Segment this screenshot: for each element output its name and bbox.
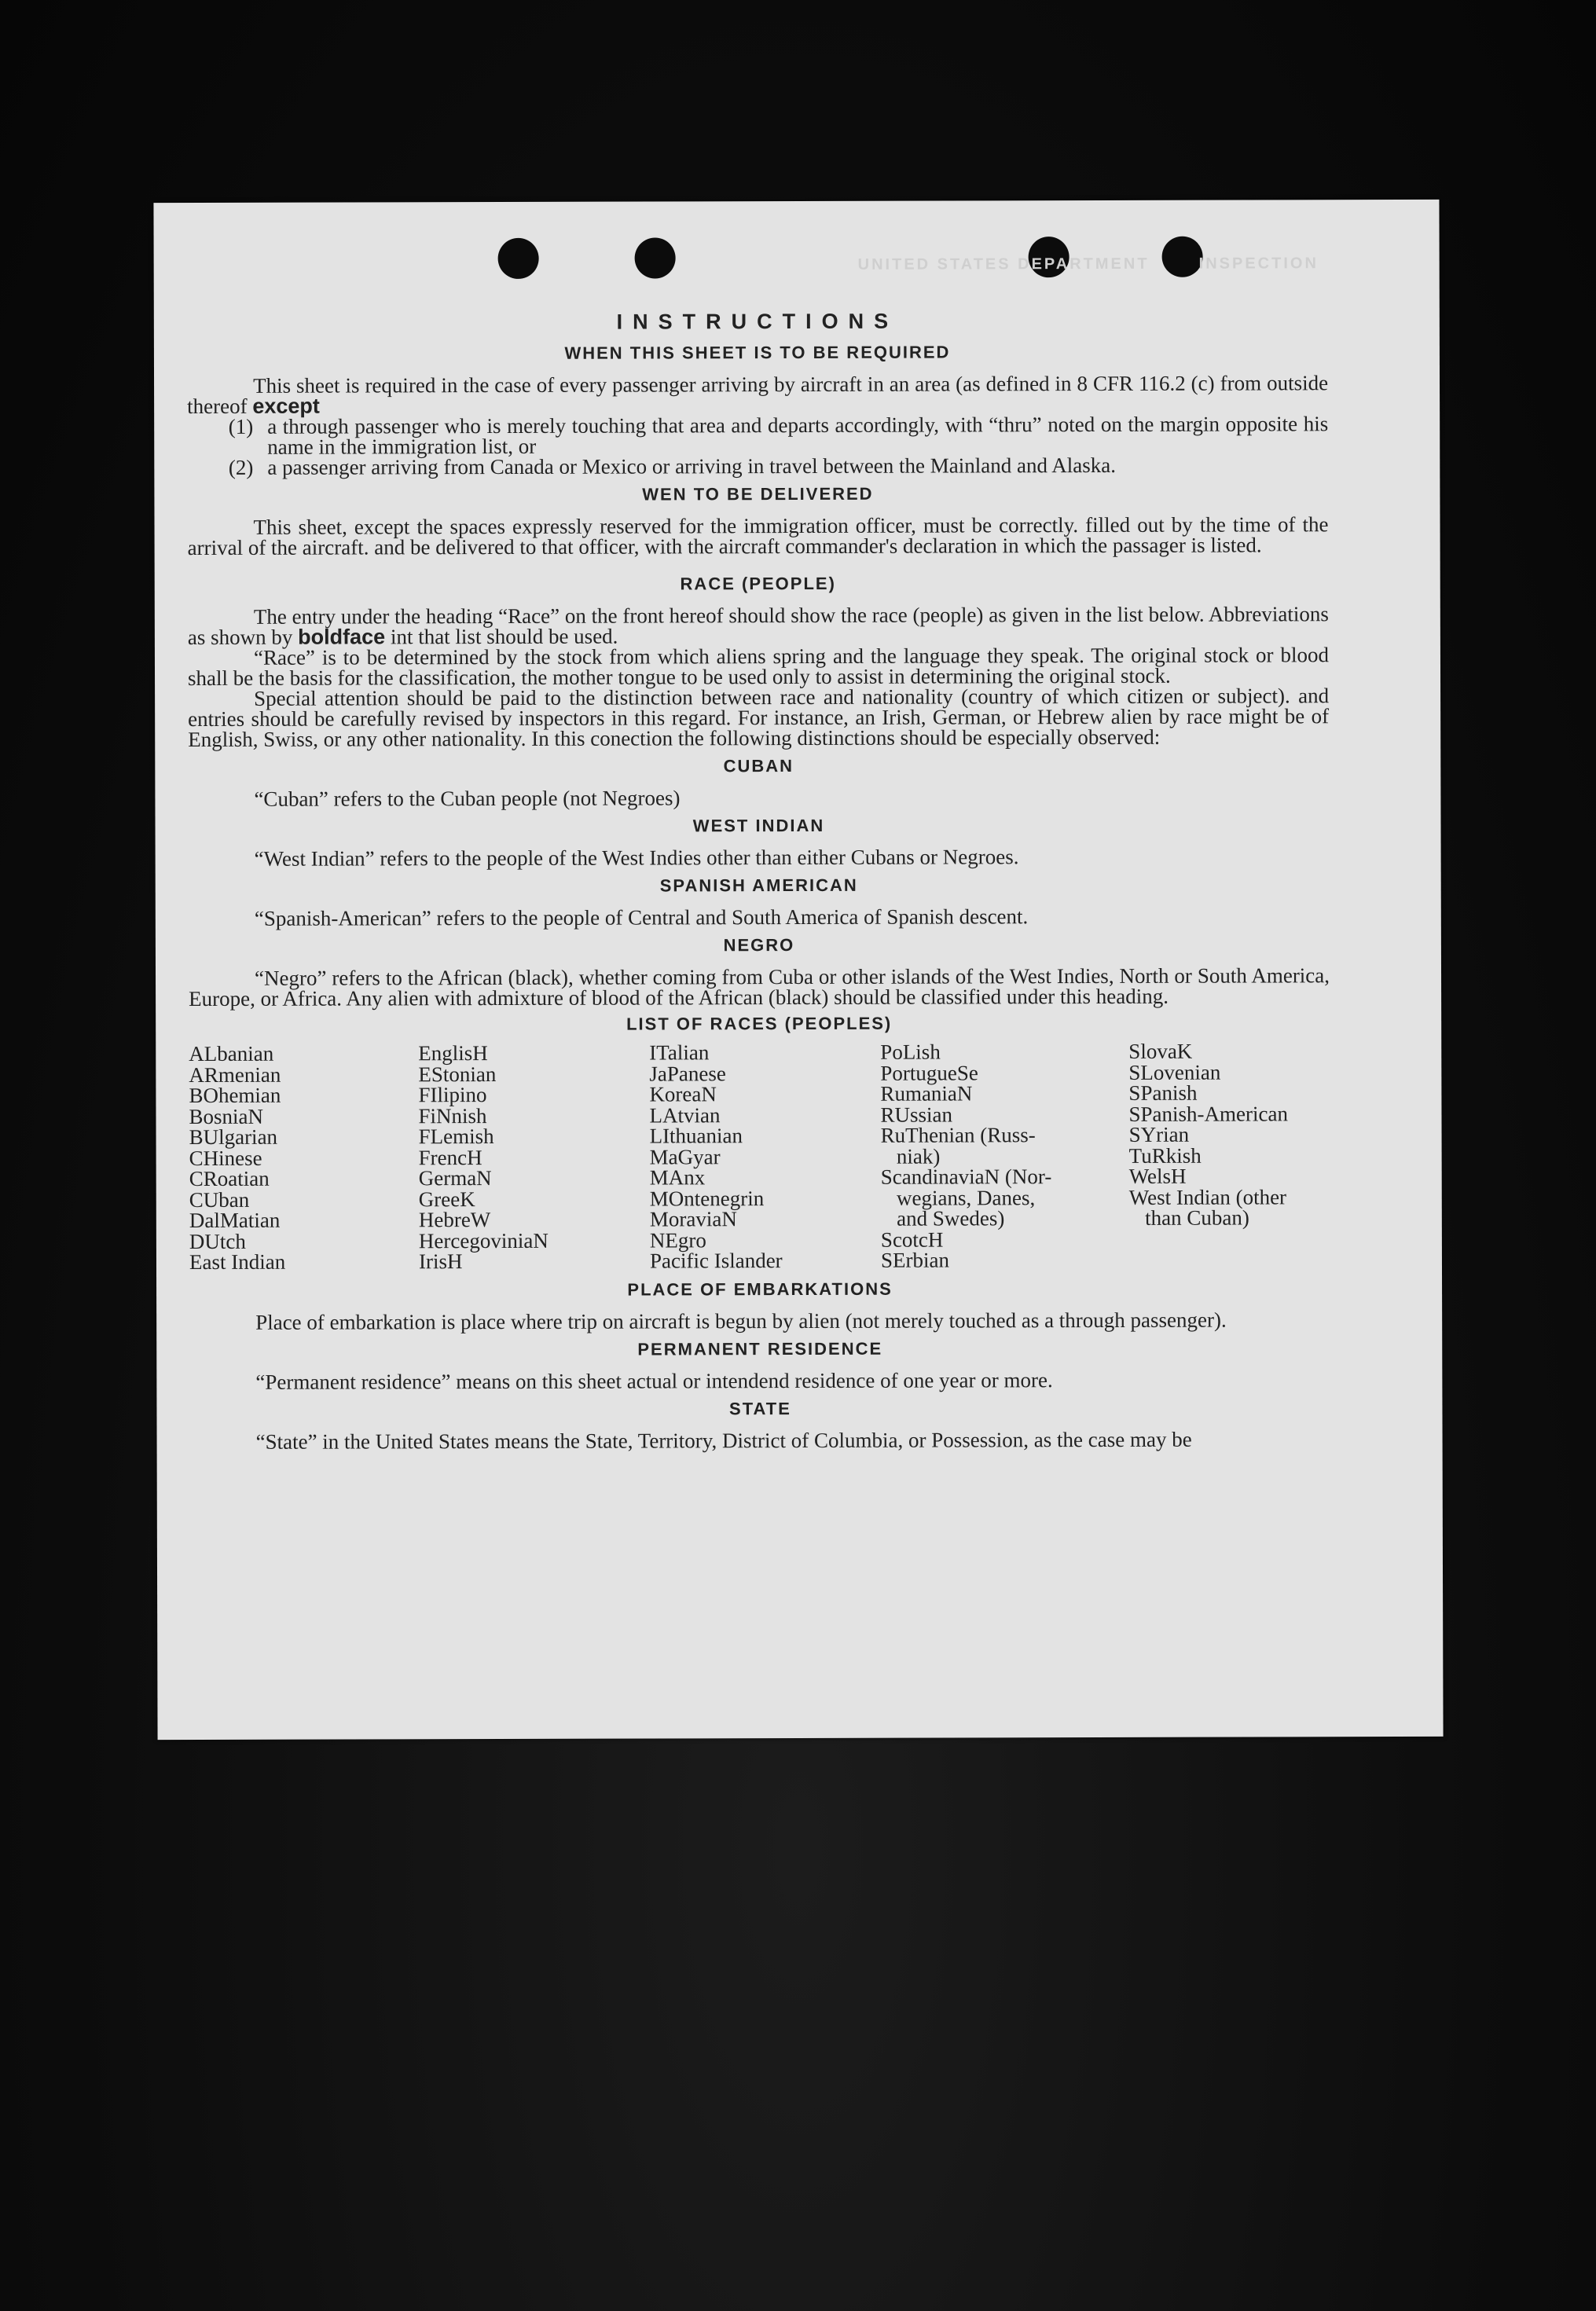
race-entry: NEgro bbox=[649, 1227, 706, 1252]
race-entry: GermaN bbox=[418, 1166, 492, 1190]
section-heading-state: STATE bbox=[728, 1398, 791, 1418]
race-entry: ALbanian bbox=[189, 1041, 274, 1066]
section-heading-permanent-residence: PERMANENT RESIDENCE bbox=[637, 1338, 883, 1359]
race-entry: RumaniaN bbox=[880, 1081, 973, 1106]
race-entry: SPanish bbox=[1128, 1080, 1198, 1105]
races-column bbox=[649, 1042, 881, 1271]
section-heading-spanish-american: SPANISH AMERICAN bbox=[659, 875, 858, 896]
race-entry: CHinese bbox=[189, 1146, 262, 1170]
race-entry: West Indian (other bbox=[1128, 1184, 1287, 1209]
race-entry: FLemish bbox=[418, 1124, 494, 1149]
race-entry: SLovenian bbox=[1128, 1060, 1221, 1084]
race-entry: WelsH bbox=[1128, 1164, 1187, 1188]
section-heading-embarkation: PLACE OF EMBARKATIONS bbox=[627, 1278, 893, 1300]
race-paragraph: The entry under the heading “Race” on the front hereof should show the race (people) as given in the list below. Abbreviations as shown by boldface int that list should be used. bbox=[187, 602, 1329, 650]
section-heading-cuban: CUBAN bbox=[723, 756, 794, 776]
race-entry: SPanish-American bbox=[1128, 1101, 1288, 1126]
race-entry: FrencH bbox=[418, 1145, 482, 1169]
race-entry: EStonian bbox=[418, 1062, 497, 1086]
race-entry: FiNnish bbox=[418, 1103, 487, 1128]
race-entry: ITalian bbox=[649, 1040, 710, 1065]
race-entry: KoreaN bbox=[649, 1082, 717, 1106]
punch-hole bbox=[635, 237, 676, 278]
race-entry: SErbian bbox=[880, 1248, 950, 1272]
race-paragraph: Special attention should be paid to the distinction between race and nationality (country of which citizen or subject). and entries should be carefully revised by inspectors in this regard. For instance, an Irish, German, or Hebrew alien by race might be of English, Swiss, or any other nationality. In this conection the following distinctions should be especially observed: bbox=[188, 684, 1330, 752]
state-definition: “State” in the United States means the State, Territory, District of Columbia, or Possession, as the case may be bbox=[255, 1427, 1192, 1454]
instruction-sheet bbox=[153, 200, 1443, 1740]
when-delivered-paragraph: This sheet, except the spaces expressly reserved for the immigration officer, must be correctly. filled out by the time of the arrival of the aircraft. and be delivered to that officer, with the aircraft commander's declaration in which the passager is listed. bbox=[187, 512, 1329, 560]
race-entry: and Swedes) bbox=[880, 1206, 1005, 1231]
section-heading-list-of-races: LIST OF RACES (PEOPLES) bbox=[626, 1013, 893, 1034]
races-column bbox=[189, 1041, 419, 1275]
boldface-keyword: boldface bbox=[298, 625, 386, 649]
section-heading-race: RACE (PEOPLE) bbox=[680, 573, 836, 594]
race-entry: LIthuanian bbox=[649, 1124, 743, 1148]
instructions-body bbox=[187, 309, 1331, 1454]
race-entry: MAnx bbox=[649, 1165, 706, 1190]
race-entry: JaPanese bbox=[649, 1061, 726, 1085]
section-heading-west-indian: WEST INDIAN bbox=[692, 815, 825, 836]
race-entry: GreeK bbox=[418, 1187, 475, 1211]
race-entry: Pacific Islander bbox=[649, 1249, 783, 1273]
punch-hole bbox=[1162, 237, 1203, 277]
race-entry: FIlipino bbox=[418, 1083, 487, 1107]
race-entry: BUlgarian bbox=[189, 1124, 278, 1150]
race-entry: than Cuban) bbox=[1128, 1205, 1249, 1230]
race-entry: HercegoviniaN bbox=[418, 1228, 549, 1253]
permanent-residence-definition: “Permanent residence” means on this sheet actual or intendend residence of one year or more. bbox=[255, 1367, 1053, 1394]
race-entry: EnglisH bbox=[418, 1041, 488, 1066]
race-entry: BosniaN bbox=[189, 1104, 264, 1128]
race-entry: CUban bbox=[189, 1187, 250, 1212]
races-table bbox=[189, 1039, 1330, 1275]
race-entry: ScotcH bbox=[880, 1227, 944, 1252]
race-entry: SlovaK bbox=[1128, 1039, 1193, 1063]
west-indian-definition: “West Indian” refers to the people of the West Indies other than either Cubans or Negroes. bbox=[254, 845, 1019, 871]
section-heading-when-delivered: WEN TO BE DELIVERED bbox=[642, 483, 874, 504]
race-entry: LAtvian bbox=[649, 1102, 721, 1127]
race-entry: East Indian bbox=[189, 1249, 286, 1275]
race-entry: ScandinaviaN (Nor- bbox=[880, 1165, 1052, 1189]
race-entry: MaGyar bbox=[649, 1144, 721, 1168]
cuban-definition: “Cuban” refers to the Cuban people (not Negroes) bbox=[254, 786, 681, 811]
race-entry: ARmenian bbox=[189, 1062, 281, 1087]
instructions-title: INSTRUCTIONS bbox=[616, 309, 899, 334]
section-heading-negro: NEGRO bbox=[723, 935, 795, 956]
races-column bbox=[1128, 1040, 1330, 1270]
race-entry: IrisH bbox=[418, 1249, 463, 1274]
race-entry: MOntenegrin bbox=[649, 1186, 765, 1210]
race-entry: SYrian bbox=[1128, 1122, 1190, 1146]
bleed-through-text: INSPECTION bbox=[1198, 255, 1319, 273]
race-entry: PoLish bbox=[880, 1040, 941, 1064]
race-paragraph: “Race” is to be determined by the stock from which aliens spring and the language they speak. The original stock or blood shall be the basis for the classification, the mother tongue to be used only to assist in determining the original stock. bbox=[187, 643, 1329, 691]
race-entry: HebreW bbox=[418, 1208, 491, 1232]
when-required-paragraph: This sheet is required in the case of every passenger arriving by aircraft in an area (as defined in 8 CFR 116.2 (c) from outside thereof except bbox=[187, 371, 1329, 419]
list-item: (1) a through passenger who is merely touching that area and departs accordingly, with “thru” noted on the margin opposite his name in the immigration list, or bbox=[228, 412, 1329, 459]
race-entry: TuRkish bbox=[1128, 1143, 1202, 1168]
races-column bbox=[880, 1041, 1129, 1271]
race-entry: CRoatian bbox=[189, 1166, 270, 1191]
except-keyword: except bbox=[252, 394, 320, 418]
bleed-through-text: UNITED STATES DEPARTMENT bbox=[857, 255, 1150, 273]
punch-hole bbox=[498, 238, 539, 279]
race-entry: PortugueSe bbox=[880, 1060, 978, 1085]
spanish-american-definition: “Spanish-American” refers to the people of Central and South America of Spanish descent. bbox=[254, 904, 1029, 930]
race-entry: RUssian bbox=[880, 1102, 953, 1127]
race-entry: niak) bbox=[880, 1144, 941, 1168]
race-entry: BOhemian bbox=[189, 1083, 281, 1108]
races-column bbox=[418, 1041, 650, 1274]
race-entry: DUtch bbox=[189, 1229, 246, 1253]
embarkation-definition: Place of embarkation is place where trip on aircraft is begun by alien (not merely touched as a through passenger). bbox=[255, 1308, 1227, 1334]
race-entry: DalMatian bbox=[189, 1208, 281, 1233]
section-heading-when-required: WHEN THIS SHEET IS TO BE REQUIRED bbox=[564, 342, 951, 363]
race-entry: RuThenian (Russ- bbox=[880, 1123, 1036, 1147]
list-item: (2) a passenger arriving from Canada or Mexico or arriving in travel between the Mainland and Alaska. bbox=[228, 453, 1117, 479]
race-entry: MoraviaN bbox=[649, 1207, 737, 1231]
race-entry: wegians, Danes, bbox=[880, 1185, 1036, 1210]
negro-definition: “Negro” refers to the African (black), whether coming from Cuba or other islands of the West Indies, North or South America, Europe, or Africa. Any alien with admixture of blood of the African (black) should be classified under this heading. bbox=[189, 963, 1330, 1011]
